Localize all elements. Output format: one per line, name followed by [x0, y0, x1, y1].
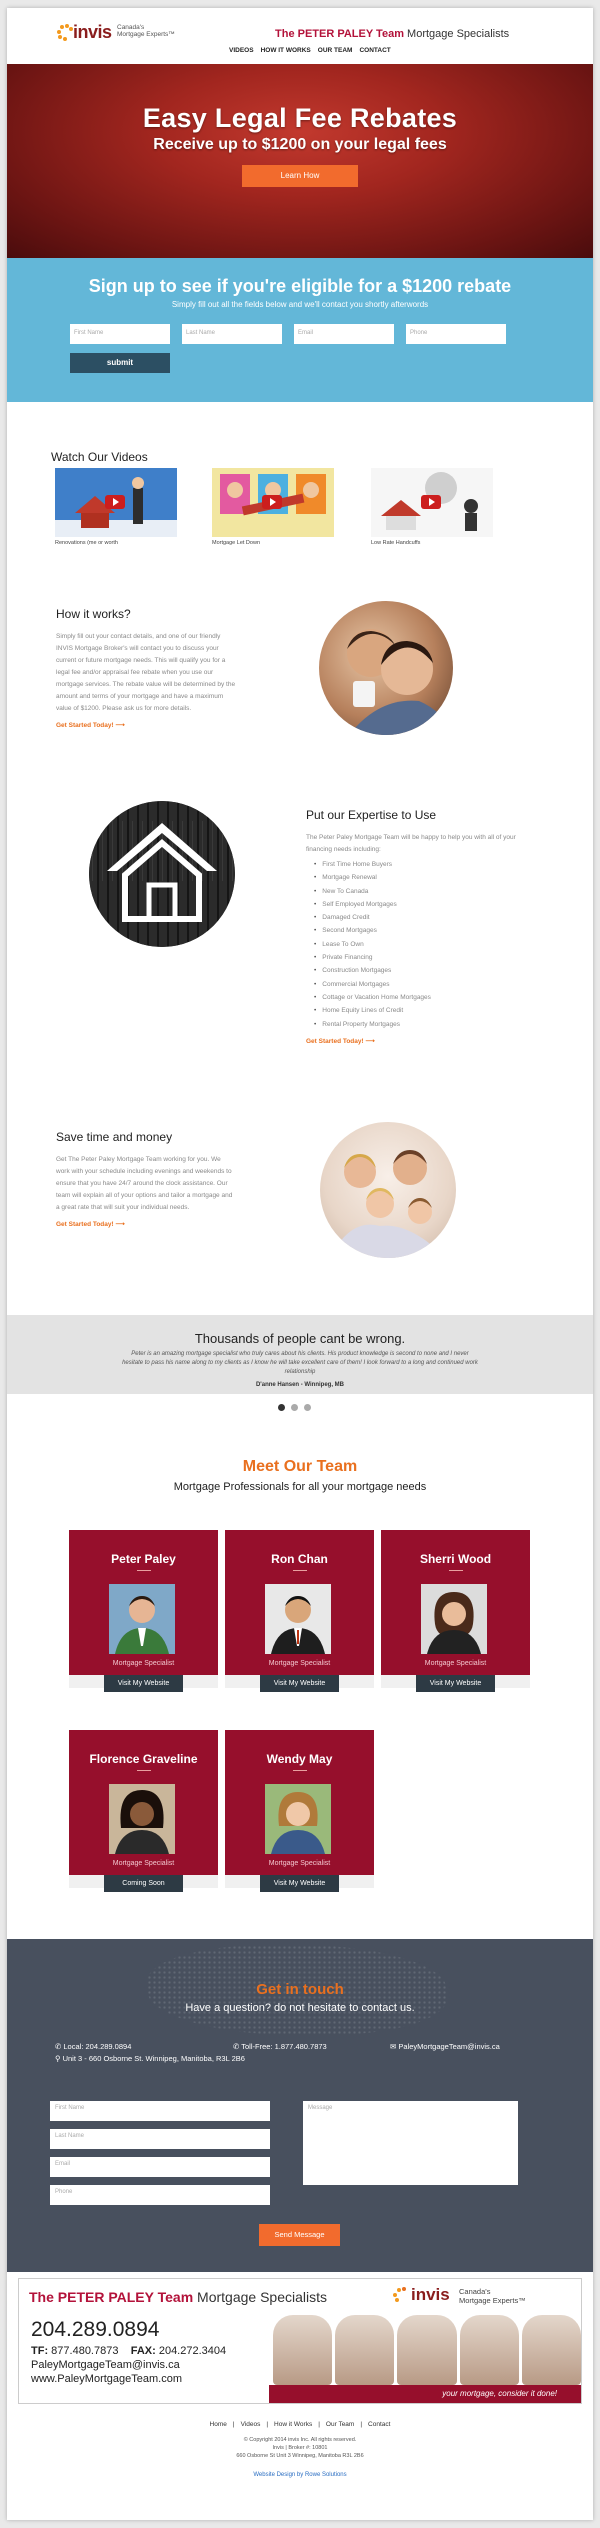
invis-logo-icon: [393, 2287, 409, 2303]
list-item: • Commercial Mortgages: [306, 978, 536, 991]
email-input[interactable]: Email: [294, 324, 394, 344]
video-item[interactable]: [55, 468, 177, 546]
team-subheading: Mortgage Professionals for all your mortgage needs: [173, 1481, 427, 1493]
banner-title-bold: The PETER PALEY Team: [29, 2289, 194, 2305]
map-pin-icon: ⚲: [55, 2054, 61, 2063]
learn-how-button[interactable]: Learn How: [242, 165, 358, 187]
member-role: Mortgage Specialist: [424, 1660, 487, 1667]
contact-subheading: Have a question? do not hesitate to contact us.: [185, 2002, 415, 2014]
footer-links: Home | Videos | How it Works | Our Team | Contact: [209, 2421, 391, 2428]
team-card: [225, 1730, 374, 1888]
message-textarea[interactable]: Message: [303, 2101, 518, 2185]
phone-icon: ✆: [55, 2042, 62, 2051]
couple-photo: [319, 601, 453, 735]
how-body: Simply fill out your contact details, and one of our friendly INVIS Mortgage Broker's will contact you to discuss your current or future mortgage needs. This will qualify you for a legal fee and/or appraisal fee rebate when you use our mortgage services. The rebate value will be determined by the amount and terms of your mortgage and have a maximum value of $1200. Please ask us for more details.: [56, 633, 236, 712]
save-get-started-link[interactable]: Get Started Today! ⟶: [56, 1221, 125, 1228]
nav-our-team[interactable]: OUR TEAM: [317, 47, 353, 54]
hero-title: Easy Legal Fee Rebates: [142, 103, 458, 133]
footer-address: 660 Osborne St Unit 3 Winnipeg, Manitoba R3L 2B6: [236, 2453, 364, 2459]
house-icon: [89, 801, 235, 947]
local-phone: [55, 2042, 131, 2051]
last-name-input[interactable]: Last Name: [182, 324, 282, 344]
list-item: • New To Canada: [306, 885, 536, 898]
banner-slogan: your mortgage, consider it done!: [269, 2385, 581, 2403]
member-name: Sherri Wood: [419, 1552, 492, 1566]
video-caption: Renovations (me or worth: [55, 540, 118, 546]
testimonial-quote: Peter is an amazing mortgage specialist who truly cares about his clients. His product knowledge is second to none and I never hesitate to pass his name along to my clients as I know he will take excellent care of them! I look forward to a long and continued work relationship: [122, 1351, 478, 1375]
team-member-figure: [335, 2315, 394, 2385]
brand-title: [275, 28, 509, 40]
visit-website-button[interactable]: Visit My Website: [260, 1675, 339, 1692]
video-caption: Low Rate Handcuffs: [371, 540, 421, 546]
list-item: • Damaged Credit: [306, 911, 536, 924]
page: [7, 8, 593, 2520]
fax-label: FAX:: [130, 2345, 156, 2357]
testimonial-section: [7, 1315, 593, 1394]
video-item[interactable]: [212, 468, 334, 546]
invis-logo-icon[interactable]: [57, 24, 73, 40]
signup-subtitle: Simply fill out all the fields below and we'll contact you shortly afterwords: [171, 300, 429, 309]
divider: [137, 1570, 151, 1571]
banner-email: PaleyMortgageTeam@invis.ca: [31, 2359, 180, 2371]
list-item: • Private Financing: [306, 951, 536, 964]
footer-link-how-it-works[interactable]: How it Works: [274, 2421, 313, 2428]
submit-button[interactable]: submit: [70, 353, 170, 373]
banner-phone: 204.289.0894: [31, 2318, 160, 2341]
fax-number: 204.272.3404: [158, 2345, 227, 2357]
play-icon[interactable]: [262, 495, 282, 509]
hero-banner: [7, 64, 593, 258]
tf-label: TF:: [31, 2345, 49, 2357]
expertise-section: [306, 808, 536, 1045]
expertise-list: [306, 858, 536, 1031]
nav-how-it-works[interactable]: HOW IT WORKS: [260, 47, 311, 54]
team-card: [225, 1530, 374, 1688]
divider: [293, 1770, 307, 1771]
footer-design-credit[interactable]: Website Design by Rowe Solutions: [253, 2472, 347, 2478]
list-item: • Home Equity Lines of Credit: [306, 1004, 536, 1017]
carousel-dot[interactable]: [278, 1404, 285, 1411]
team-member-figure: [273, 2315, 332, 2385]
contact-email-input[interactable]: Email: [50, 2157, 270, 2177]
list-item: • Mortgage Renewal: [306, 871, 536, 884]
list-item: • Self Employed Mortgages: [306, 898, 536, 911]
member-role: Mortgage Specialist: [268, 1860, 331, 1867]
logo-tagline-2: Mortgage Experts™: [117, 31, 175, 38]
contact-address-text: Unit 3 - 660 Osborne St. Winnipeg, Manitoba, R3L 2B6: [62, 2054, 245, 2063]
list-item: • First Time Home Buyers: [306, 858, 536, 871]
banner-logo-word: invis: [411, 2285, 450, 2304]
play-icon[interactable]: [105, 495, 125, 509]
signup-title: Sign up to see if you're eligible for a $1200 rebate: [88, 276, 512, 296]
member-photo: [421, 1584, 487, 1654]
mail-icon: ✉: [390, 2042, 397, 2051]
carousel-dots: [278, 1404, 311, 1411]
member-name: Peter Paley: [111, 1552, 176, 1566]
team-header: [7, 1458, 593, 1493]
house-graphic: [89, 801, 235, 947]
toll-free-phone: [233, 2042, 327, 2051]
divider: [449, 1570, 463, 1571]
contact-heading: Get in touch: [256, 1981, 344, 1998]
banner-logo-tagline: [459, 2287, 526, 2305]
divider: [137, 1770, 151, 1771]
logo-tagline-1: Canada's: [117, 24, 145, 31]
how-heading: How it works?: [56, 607, 131, 621]
footer-link-our-team[interactable]: Our Team: [325, 2421, 355, 2428]
list-item: • Rental Property Mortgages: [306, 1018, 536, 1031]
save-section: [56, 1130, 236, 1228]
banner-logo-tagline-2: Mortgage Experts™: [459, 2296, 526, 2305]
phone-input[interactable]: Phone: [406, 324, 506, 344]
carousel-dot[interactable]: [291, 1404, 298, 1411]
phone-icon: ✆: [233, 2042, 240, 2051]
coming-soon-button[interactable]: Coming Soon: [104, 1875, 183, 1892]
member-photo: [265, 1584, 331, 1654]
nav-videos[interactable]: VIDEOS: [229, 47, 254, 54]
testimonial-heading: Thousands of people cant be wrong.: [194, 1331, 406, 1346]
toll-free-text: Toll-Free: 1.877.480.7873: [241, 2042, 327, 2051]
invis-logo-word[interactable]: invis: [73, 22, 112, 42]
team-card: [381, 1530, 530, 1688]
expertise-heading: Put our Expertise to Use: [306, 808, 437, 822]
contact-email-text[interactable]: PaleyMortgageTeam@invis.ca: [398, 2042, 500, 2051]
visit-website-button[interactable]: Visit My Website: [416, 1675, 495, 1692]
contact-last-name-input[interactable]: Last Name: [50, 2129, 270, 2149]
team-member-figure: [522, 2315, 581, 2385]
video-item[interactable]: [371, 468, 493, 546]
banner-tf-fax: [31, 2345, 226, 2357]
contact-address: [55, 2054, 245, 2063]
main-nav: [229, 47, 391, 54]
member-photo: [109, 1584, 175, 1654]
list-item: • Cottage or Vacation Home Mortgages: [306, 991, 536, 1004]
banner-title: [29, 2289, 327, 2305]
videos-section: [7, 402, 593, 557]
logo-tagline: [117, 24, 175, 38]
site-footer: [7, 2421, 593, 2478]
team-member-figure: [460, 2315, 519, 2385]
member-role: Mortgage Specialist: [112, 1860, 175, 1867]
site-header: [7, 8, 593, 64]
play-icon[interactable]: [421, 495, 441, 509]
testimonial-author: D'anne Hansen - Winnipeg, MB: [255, 1382, 345, 1388]
contact-first-name-input[interactable]: First Name: [50, 2101, 270, 2121]
footer-broker: Invis | Broker #: 10801: [272, 2445, 328, 2451]
member-name: Florence Graveline: [89, 1752, 198, 1766]
save-heading: Save time and money: [56, 1130, 173, 1144]
footer-link-home[interactable]: Home: [209, 2421, 227, 2428]
member-name: Ron Chan: [271, 1552, 328, 1566]
expertise-get-started-link[interactable]: Get Started Today! ⟶: [306, 1037, 375, 1045]
hero-subtitle: Receive up to $1200 on your legal fees: [153, 136, 447, 153]
contact-section: [7, 1939, 593, 2272]
team-heading: Meet Our Team: [242, 1458, 358, 1475]
visit-website-button[interactable]: Visit My Website: [104, 1675, 183, 1692]
family-photo: [320, 1122, 456, 1258]
team-group-photo: [269, 2315, 581, 2385]
couple-photo-illustration: [319, 601, 453, 735]
carousel-dot[interactable]: [304, 1404, 311, 1411]
first-name-input[interactable]: First Name: [70, 324, 170, 344]
footer-copyright: © Copyright 2014 invis Inc. All rights reserved.: [243, 2437, 357, 2443]
videos-heading: Watch Our Videos: [51, 450, 148, 464]
local-phone-text: Local: 204.289.0894: [63, 2042, 132, 2051]
banner-title-rest: Mortgage Specialists: [197, 2289, 327, 2305]
team-card: [69, 1530, 218, 1688]
contact-phone-input[interactable]: Phone: [50, 2185, 270, 2205]
save-body: Get The Peter Paley Mortgage Team working for you. We work with your schedule including evenings and weekends to ensure that you have 24/7 around the clock assistance. Our team will explain all of your options and tailor a mortgage and a great rate that will suit your individual needs.: [56, 1156, 233, 1211]
how-get-started-link[interactable]: Get Started Today! ⟶: [56, 722, 125, 729]
banner-logo-tagline-1: Canada's: [459, 2287, 491, 2296]
contact-email[interactable]: [390, 2042, 500, 2051]
list-item: • Second Mortgages: [306, 924, 536, 937]
footer-link-videos[interactable]: Videos: [240, 2421, 261, 2428]
member-role: Mortgage Specialist: [112, 1660, 175, 1667]
member-photo: [265, 1784, 331, 1854]
brand-title-bold: The PETER PALEY Team: [275, 28, 404, 40]
visit-website-button[interactable]: Visit My Website: [260, 1875, 339, 1892]
list-item: • Construction Mortgages: [306, 964, 536, 977]
send-message-button[interactable]: Send Message: [259, 2224, 340, 2246]
team-member-figure: [397, 2315, 456, 2385]
brand-title-rest: Mortgage Specialists: [407, 28, 510, 40]
tf-number: 877.480.7873: [51, 2345, 119, 2357]
team-card: [69, 1730, 218, 1888]
divider: [293, 1570, 307, 1571]
signup-section: [7, 258, 593, 402]
list-item: • Lease To Own: [306, 938, 536, 951]
nav-contact[interactable]: CONTACT: [359, 47, 391, 54]
member-role: Mortgage Specialist: [268, 1660, 331, 1667]
footer-banner: [18, 2278, 582, 2404]
family-photo-illustration: [320, 1122, 456, 1258]
how-it-works-section: [56, 607, 236, 729]
banner-website: www.PaleyMortgageTeam.com: [31, 2373, 183, 2385]
member-name: Wendy May: [266, 1752, 333, 1766]
footer-link-contact[interactable]: Contact: [368, 2421, 391, 2428]
expertise-intro: The Peter Paley Mortgage Team will be happy to help you with all of your financing needs including:: [306, 834, 516, 853]
video-caption: Mortgage Let Down: [212, 540, 260, 546]
member-photo: [109, 1784, 175, 1854]
